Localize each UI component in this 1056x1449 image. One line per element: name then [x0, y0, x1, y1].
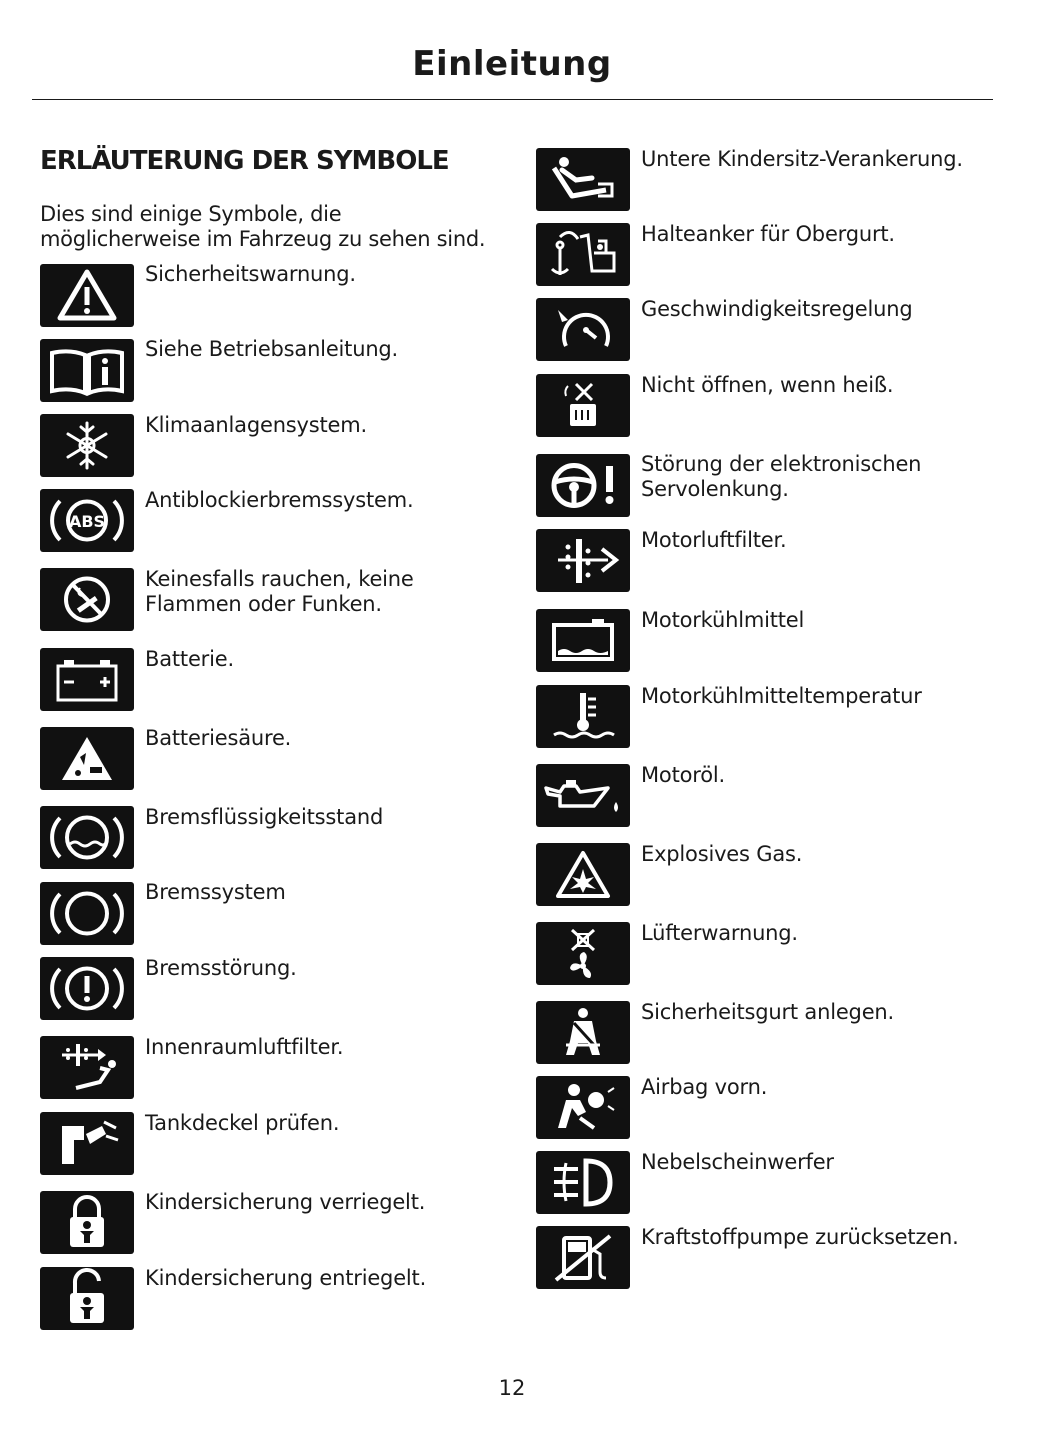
symbol-label: Batterie. — [145, 647, 234, 671]
explosive-gas-icon — [536, 843, 630, 906]
symbol-label: Kindersicherung verriegelt. — [145, 1190, 426, 1214]
symbol-label: Störung der elektronischen Servolenkung. — [641, 452, 922, 501]
brake-fluid-icon — [40, 806, 134, 869]
snowflake-icon — [40, 414, 134, 477]
symbol-label: Geschwindigkeitsregelung — [641, 297, 913, 321]
symbol-label: Nicht öffnen, wenn heiß. — [641, 373, 894, 397]
symbol-label: Sicherheitswarnung. — [145, 262, 356, 286]
symbol-label: Motorkühlmittel — [641, 608, 805, 632]
page-number: 12 — [498, 1376, 526, 1400]
symbol-label: Sicherheitsgurt anlegen. — [641, 1000, 894, 1024]
title-divider — [32, 99, 993, 100]
section-heading: ERLÄUTERUNG DER SYMBOLE — [40, 146, 449, 176]
brake-fault-icon — [40, 957, 134, 1020]
manual-book-icon — [40, 339, 134, 402]
symbol-label: Lüfterwarnung. — [641, 921, 798, 945]
symbol-label: Explosives Gas. — [641, 842, 803, 866]
page-title: Einleitung — [412, 44, 612, 84]
fuel-cap-icon — [40, 1112, 134, 1175]
symbol-label: Klimaanlagensystem. — [145, 413, 368, 437]
fog-lamp-icon — [536, 1151, 630, 1214]
symbol-label: Bremssystem — [145, 880, 286, 904]
cruise-control-icon — [536, 298, 630, 361]
symbol-label: Batteriesäure. — [145, 726, 292, 750]
symbol-label: Nebelscheinwerfer — [641, 1150, 834, 1174]
symbol-label: Bremsflüssigkeitsstand — [145, 805, 384, 829]
brake-system-icon — [40, 882, 134, 945]
symbol-label: Kindersicherung entriegelt. — [145, 1266, 427, 1290]
symbol-label: Kraftstoffpumpe zurücksetzen. — [641, 1225, 959, 1249]
engine-coolant-icon — [536, 609, 630, 672]
symbol-label: Bremsstörung. — [145, 956, 297, 980]
symbol-label: Siehe Betriebsanleitung. — [145, 337, 399, 361]
child-lock-locked-icon — [40, 1191, 134, 1254]
do-not-open-hot-icon — [536, 374, 630, 437]
symbol-label: Innenraumluftfilter. — [145, 1035, 344, 1059]
cabin-air-filter-icon — [40, 1036, 134, 1099]
seatbelt-icon — [536, 1001, 630, 1064]
symbol-label: Keinesfalls rauchen, keine Flammen oder Funken. — [145, 567, 414, 616]
engine-air-filter-icon — [536, 529, 630, 592]
symbol-label: Motoröl. — [641, 763, 725, 787]
fan-warning-icon — [536, 922, 630, 985]
warning-triangle-icon — [40, 264, 134, 327]
power-steering-fault-icon — [536, 454, 630, 517]
symbol-label: Untere Kindersitz-Verankerung. — [641, 147, 963, 171]
no-smoking-icon — [40, 568, 134, 631]
abs-icon — [40, 489, 134, 552]
top-tether-anchor-icon — [536, 223, 630, 286]
section-intro: Dies sind einige Symbole, die möglicherweise im Fahrzeug zu sehen sind. — [40, 202, 486, 251]
symbol-label: Motorluftfilter. — [641, 528, 787, 552]
battery-acid-icon — [40, 727, 134, 790]
front-airbag-icon — [536, 1076, 630, 1139]
fuel-pump-reset-icon — [536, 1226, 630, 1289]
battery-icon — [40, 648, 134, 711]
svg-text:ABS: ABS — [68, 512, 106, 531]
symbol-label: Antiblockierbremssystem. — [145, 488, 414, 512]
coolant-temperature-icon — [536, 685, 630, 748]
symbol-label: Halteanker für Obergurt. — [641, 222, 895, 246]
symbol-label: Motorkühlmitteltemperatur — [641, 684, 922, 708]
symbol-label: Tankdeckel prüfen. — [145, 1111, 340, 1135]
engine-oil-icon — [536, 764, 630, 827]
child-lock-unlocked-icon — [40, 1267, 134, 1330]
child-seat-lower-anchor-icon — [536, 148, 630, 211]
symbol-label: Airbag vorn. — [641, 1075, 768, 1099]
